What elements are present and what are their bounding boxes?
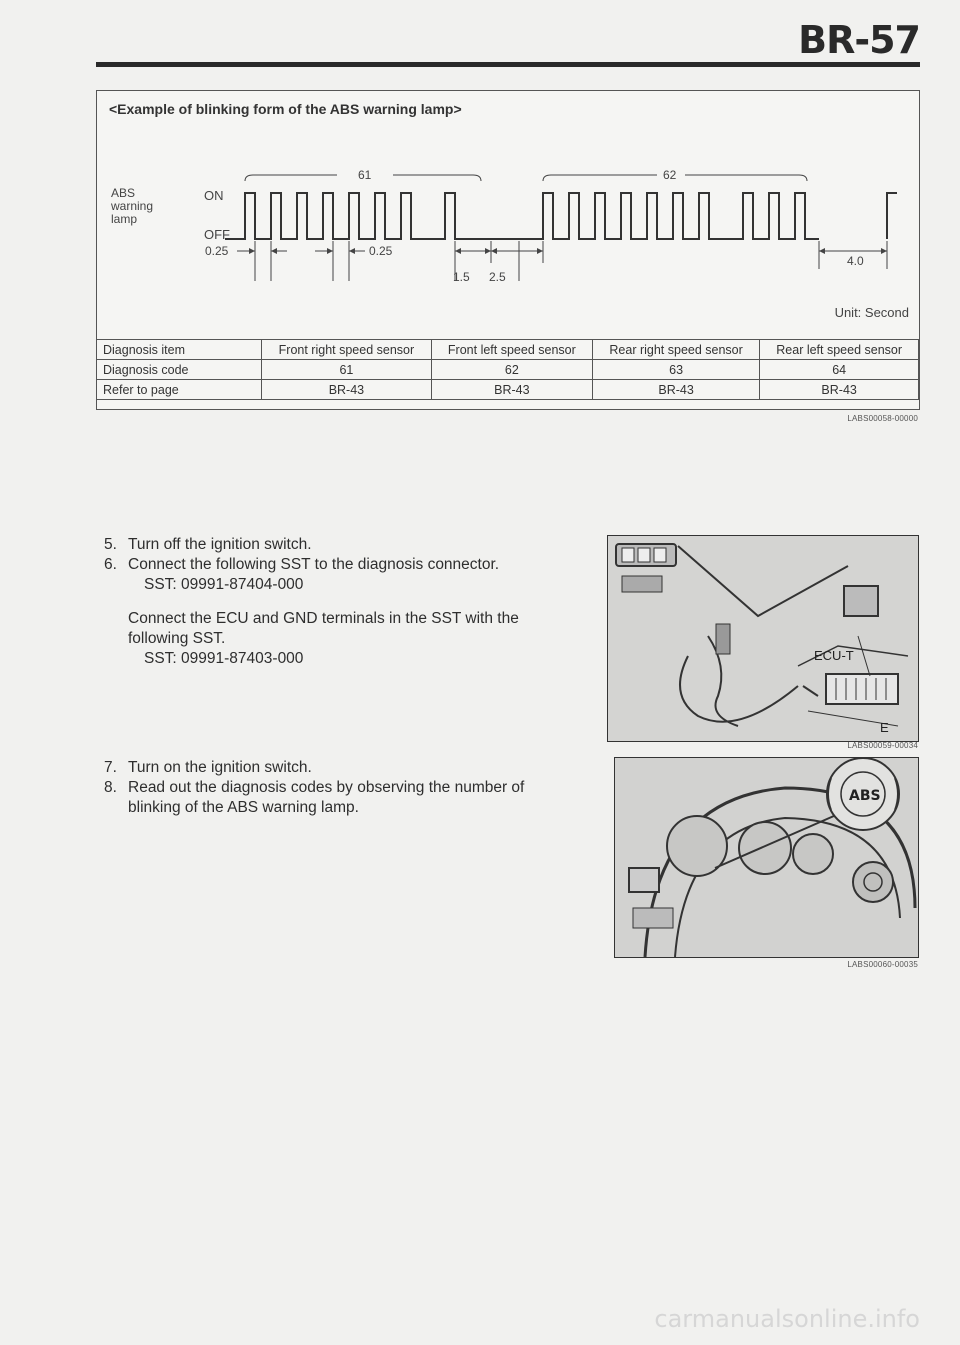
diagnosis-code-table [96,339,919,400]
table-cell: 63 [592,360,759,380]
steps-7-8: 7. Turn on the ignition switch. 8. Read out the diagnosis codes by observing the number of blinking of the ABS warning lamp. [104,759,525,816]
table-cell: Front left speed sensor [431,340,592,360]
table-cell: 64 [760,360,919,380]
time-025-left: 0.25 [205,244,229,258]
time-025-right: 0.25 [369,244,393,258]
diagnosis-connector-photo [607,535,919,742]
figure-title: <Example of blinking form of the ABS warning lamp> [109,101,462,117]
table-row [97,360,919,380]
ecu-t-label: ECU-T [814,648,854,663]
time-40: 4.0 [847,254,864,268]
e-label: E [880,720,889,735]
code-61-label: 61 [358,168,372,182]
unit-label: Unit: Second [834,305,909,320]
lamp-label: ABS warning lamp [111,186,154,226]
table-cell: 61 [262,360,432,380]
table-cell: Diagnosis code [97,360,262,380]
table-cell: BR-43 [262,380,432,400]
abs-symbol-label: ABS [849,788,881,804]
blink-waveform [225,193,819,239]
step-6: 6. Connect the following SST to the diagnosis connector. [104,556,500,573]
table-cell: Rear right speed sensor [592,340,759,360]
connector-illustration [608,536,918,741]
figure-code: LABS00058-00000 [847,414,918,423]
off-label: OFF [204,227,230,242]
table-cell: BR-43 [592,380,759,400]
table-row [97,340,919,360]
code-62-label: 62 [663,168,677,182]
photo1-code: LABS00059-00034 [847,741,918,750]
sst-1: SST: 09991-87404-000 [144,576,304,593]
table-cell: Refer to page [97,380,262,400]
step-8: 8. Read out the diagnosis codes by observing the number of [104,779,525,796]
step-5: 5. Turn off the ignition switch. [104,536,312,553]
table-cell: Front right speed sensor [262,340,432,360]
abs-lamp-photo [614,757,919,958]
instrument-panel-illustration [615,758,918,957]
blink-example-figure [96,90,920,410]
page-number: BR-57 [798,18,920,62]
steps-5-6: 5. Turn off the ignition switch. 6. Connect the following SST to the diagnosis connector. SST: 09991-87404-000 Connect the ECU and GND terminals in the SST with the following SST. SST: 09991-87403-000 [104,536,519,667]
blink-timing-diagram [97,91,919,336]
on-label: ON [204,188,224,203]
photo2-code: LABS00060-00035 [847,960,918,969]
table-cell: 62 [431,360,592,380]
time-25: 2.5 [489,270,506,284]
time-15: 1.5 [453,270,470,284]
step-6-extra: Connect the ECU and GND terminals in the SST with the [128,610,519,627]
table-cell: BR-43 [431,380,592,400]
watermark: carmanualsonline.info [654,1305,920,1333]
sst-2: SST: 09991-87403-000 [144,650,304,667]
table-cell: Rear left speed sensor [760,340,919,360]
step-7: 7. Turn on the ignition switch. [104,759,312,776]
header-rule [96,62,920,67]
table-row [97,380,919,400]
table-cell: BR-43 [760,380,919,400]
table-cell: Diagnosis item [97,340,262,360]
